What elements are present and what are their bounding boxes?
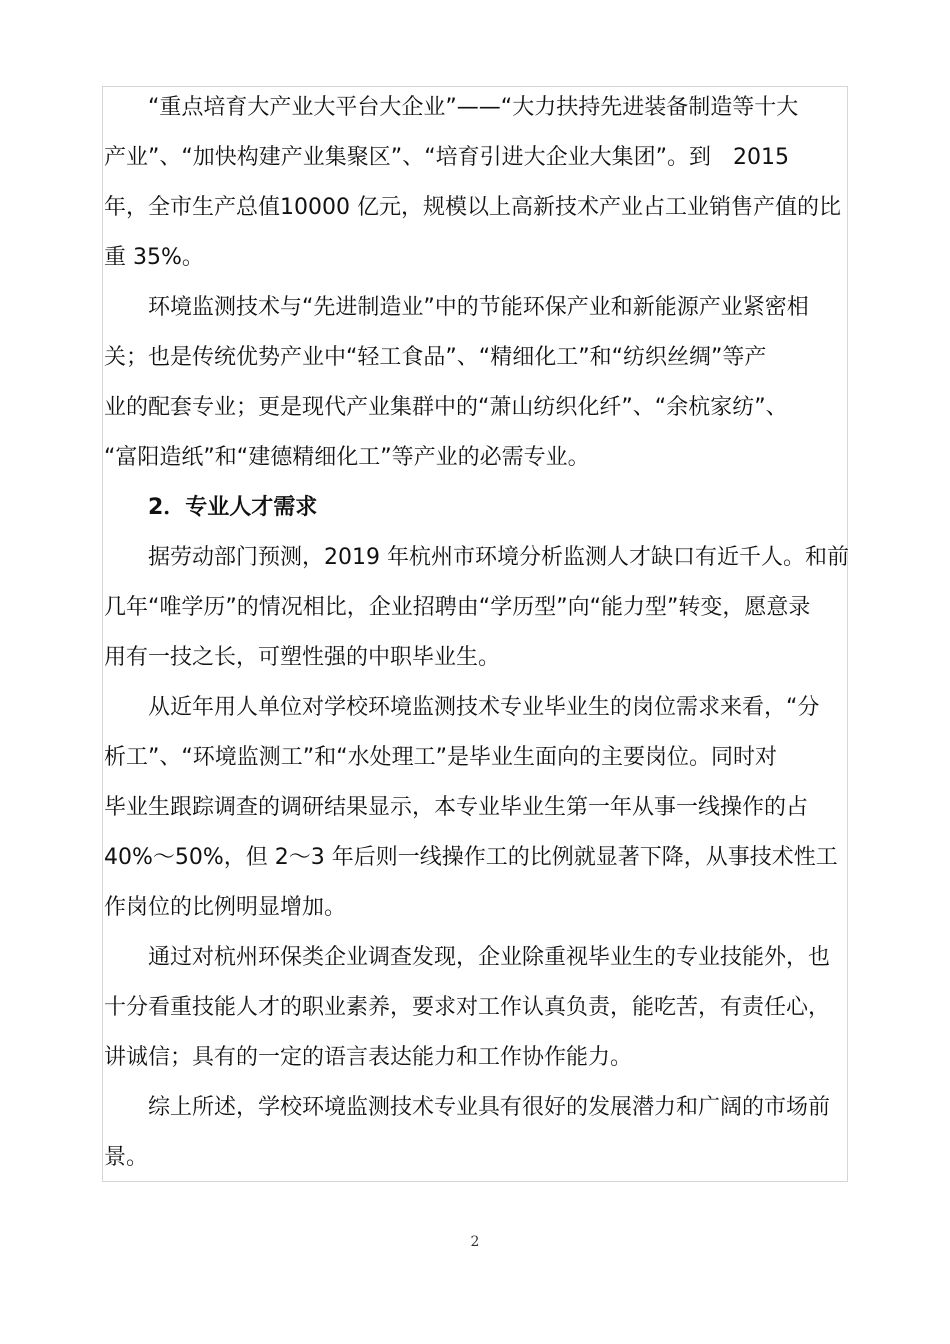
- paragraph-4-line-5: 作岗位的比例明显增加。: [104, 895, 347, 920]
- section-heading: 2．专业人才需求: [148, 495, 318, 520]
- paragraph-4-line-4: 40%～50%，但 2～3 年后则一线操作工的比例就显著下降，从事技术性工: [104, 845, 838, 870]
- paragraph-5-line-3: 讲诚信；具有的一定的语言表达能力和工作协作能力。: [104, 1045, 633, 1070]
- paragraph-2-line-4: “富阳造纸”和“建德精细化工”等产业的必需专业。: [104, 445, 590, 470]
- paragraph-2-line-1: 环境监测技术与“先进制造业”中的节能环保产业和新能源产业紧密相: [148, 295, 809, 320]
- paragraph-5-line-1: 通过对杭州环保类企业调查发现，企业除重视毕业生的专业技能外，也: [148, 945, 831, 970]
- paragraph-3-line-3: 用有一技之长，可塑性强的中职毕业生。: [104, 645, 501, 670]
- paragraph-4-line-1: 从近年用人单位对学校环境监测技术专业毕业生的岗位需求来看，“分: [148, 695, 820, 720]
- paragraph-2-line-2: 关；也是传统优势产业中“轻工食品”、“精细化工”和“纺织丝绸”等产: [104, 345, 767, 370]
- paragraph-4-line-2: 析工”、“环境监测工”和“水处理工”是毕业生面向的主要岗位。同时对: [104, 745, 777, 770]
- paragraph-3-line-1: 据劳动部门预测，2019 年杭州市环境分析监测人才缺口有近千人。和前: [148, 545, 849, 570]
- paragraph-2-line-3: 业的配套专业；更是现代产业集群中的“萧山纺织化纤”、“余杭家纺”、: [104, 395, 788, 420]
- page-number: 2: [470, 1234, 480, 1250]
- paragraph-6-line-1: 综上所述，学校环境监测技术专业具有很好的发展潜力和广阔的市场前: [148, 1095, 831, 1120]
- paragraph-1-line-1: “重点培育大产业大平台大企业”——“大力扶持先进装备制造等十大: [148, 95, 799, 120]
- paragraph-1-line-3: 年，全市生产总值10000 亿元，规模以上高新技术产业占工业销售产值的比: [104, 195, 841, 220]
- paragraph-5-line-2: 十分看重技能人才的职业素养，要求对工作认真负责，能吃苦，有责任心，: [104, 995, 831, 1020]
- paragraph-3-line-2: 几年“唯学历”的情况相比，企业招聘由“学历型”向“能力型”转变，愿意录: [104, 595, 811, 620]
- paragraph-4-line-3: 毕业生跟踪调查的调研结果显示，本专业毕业生第一年从事一线操作的占: [104, 795, 809, 820]
- paragraph-1-line-2: 产业”、“加快构建产业集聚区”、“培育引进大企业大集团”。到 2015: [104, 145, 789, 170]
- paragraph-1-line-4: 重 35%。: [104, 245, 204, 270]
- paragraph-6-line-2: 景。: [104, 1145, 149, 1170]
